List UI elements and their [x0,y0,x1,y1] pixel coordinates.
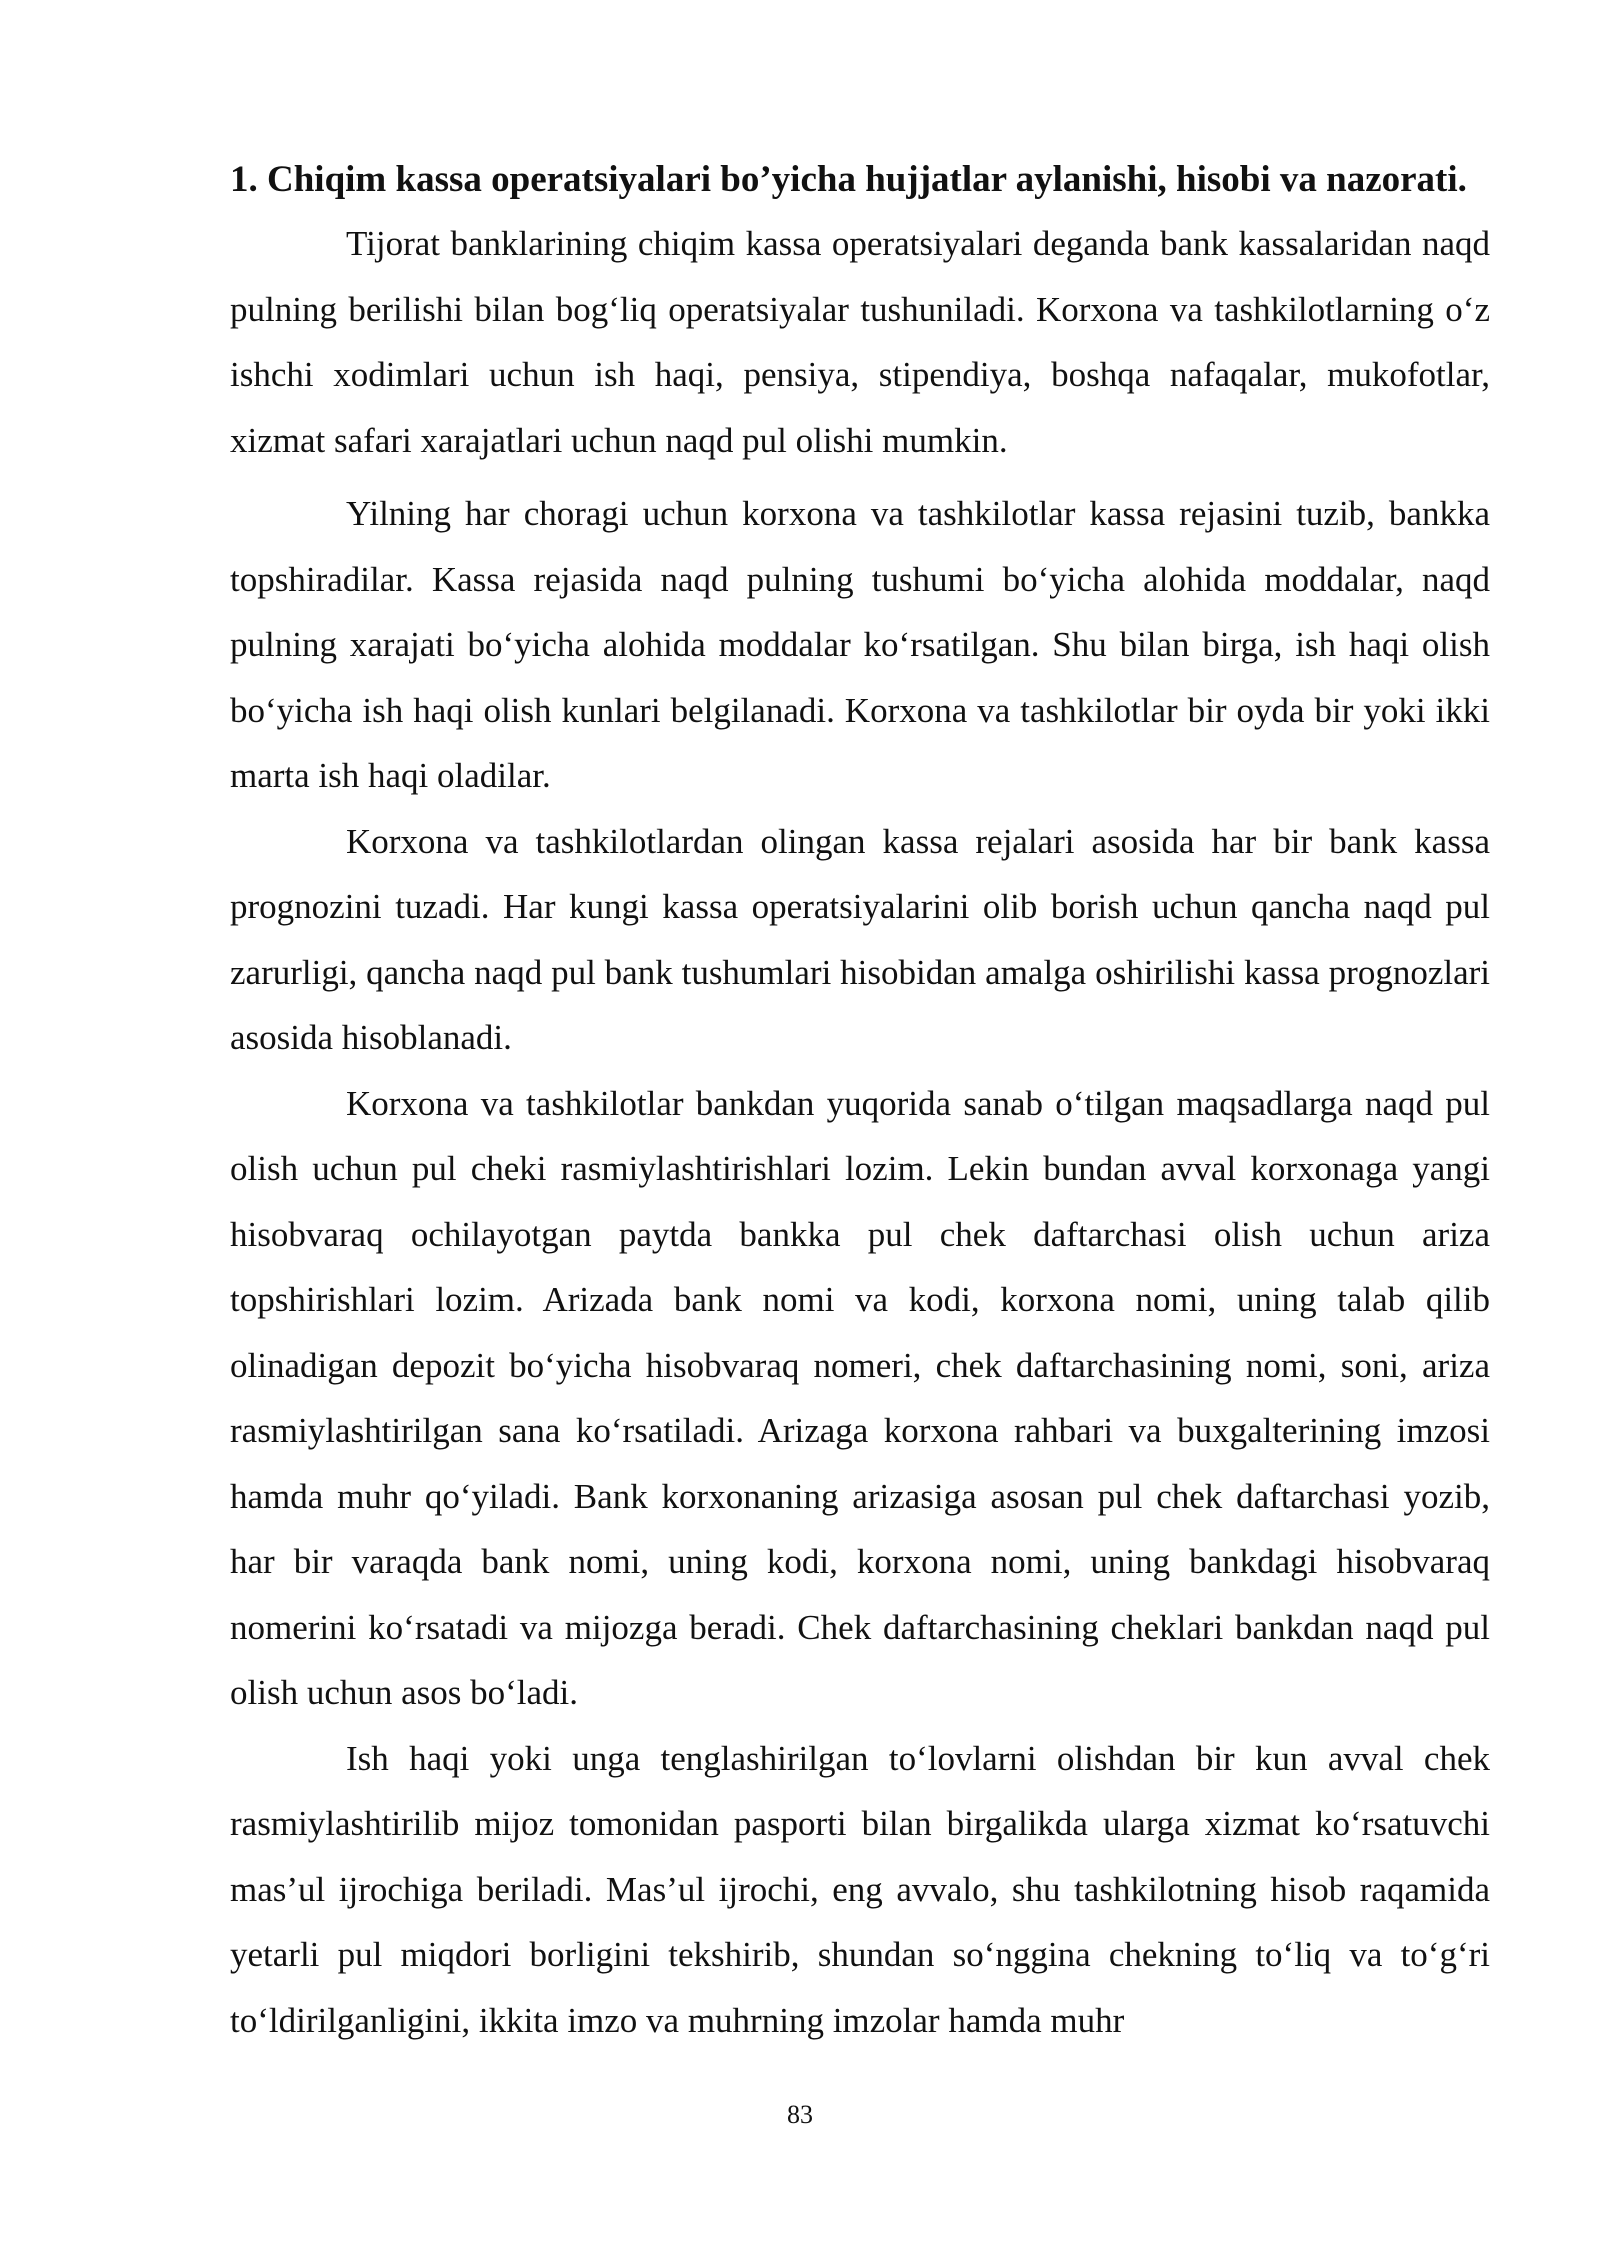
document-page [230,148,1490,2053]
paragraph-4: Korxona va tashkilotlar bankdan yuqorida sanab o‘tilgan maqsadlarga naqd pul olish uchun pul cheki rasmiylashtirishlari lozim. Lekin bundan avval korxonaga yangi hisobvaraq ochilayotgan paytda bankka pul chek daftarchasi olish uchun ariza topshirishlari lozim. Arizada bank nomi va kodi, korxona nomi, uning talab qilib olinadigan depozit bo‘yicha hisobvaraq nomeri, chek daftarchasining nomi, soni, ariza rasmiylashtirilgan sana ko‘rsatiladi. Arizaga korxona rahbari va buxgalterining imzosi hamda muhr qo‘yiladi. Bank korxonaning arizasiga asosan pul chek daftarchasi yozib, har bir varaqda bank nomi, uning kodi, korxona nomi, uning bankdagi hisobvaraq nomerini ko‘rsatadi va mijozga beradi. Chek daftarchasining cheklari bankdan naqd pul olish uchun asos bo‘ladi. [230,1083,1490,1712]
paragraph-3: Korxona va tashkilotlardan olingan kassa rejalari asosida har bir bank kassa prognozini tuzadi. Har kungi kassa operatsiyalarini olib borish uchun qancha naqd pul zarurligi, qancha naqd pul bank tushumlari hisobidan amalga oshirilishi kassa prognozlari asosida hisoblanadi. [230,821,1490,1057]
paragraph-2: Yilning har choragi uchun korxona va tashkilotlar kassa rejasini tuzib, bankka topshiradilar. Kassa rejasida naqd pulning tushumi bo‘yicha alohida moddalar, naqd pulning xarajati bo‘yicha alohida moddalar ko‘rsatilgan. Shu bilan birga, ish haqi olish bo‘yicha ish haqi olish kunlari belgilanadi. Korxona va tashkilotlar bir oyda bir yoki ikki marta ish haqi oladilar. [230,494,1490,795]
page-number: 83 [787,2100,813,2129]
section-heading: 1. Chiqim kassa operatsiyalari bo’yicha hujjatlar aylanishi, hisobi va nazorati. [230,159,1467,200]
paragraph-1: Tijorat banklarining chiqim kassa operatsiyalari deganda bank kassalaridan naqd pulning berilishi bilan bog‘liq operatsiyalar tushuniladi. Korxona va tashkilotlarning o‘z ishchi xodimlari uchun ish haqi, pensiya, stipendiya, boshqa nafaqalar, mukofotlar, xizmat safari xarajatlari uchun naqd pul olishi mumkin. [230,224,1490,460]
paragraph-5: Ish haqi yoki unga tenglashirilgan to‘lovlarni olishdan bir kun avval chek rasmiylashtirilib mijoz tomonidan pasporti bilan birgalikda ularga xizmat ko‘rsatuvchi mas’ul ijrochiga beriladi. Mas’ul ijrochi, eng avvalo, shu tashkilotning hisob raqamida yetarli pul miqdori borligini tekshirib, shundan so‘nggina chekning to‘liq va to‘g‘ri to‘ldirilganligini, ikkita imzo va muhrning imzolar hamda muhr [230,1738,1490,2040]
